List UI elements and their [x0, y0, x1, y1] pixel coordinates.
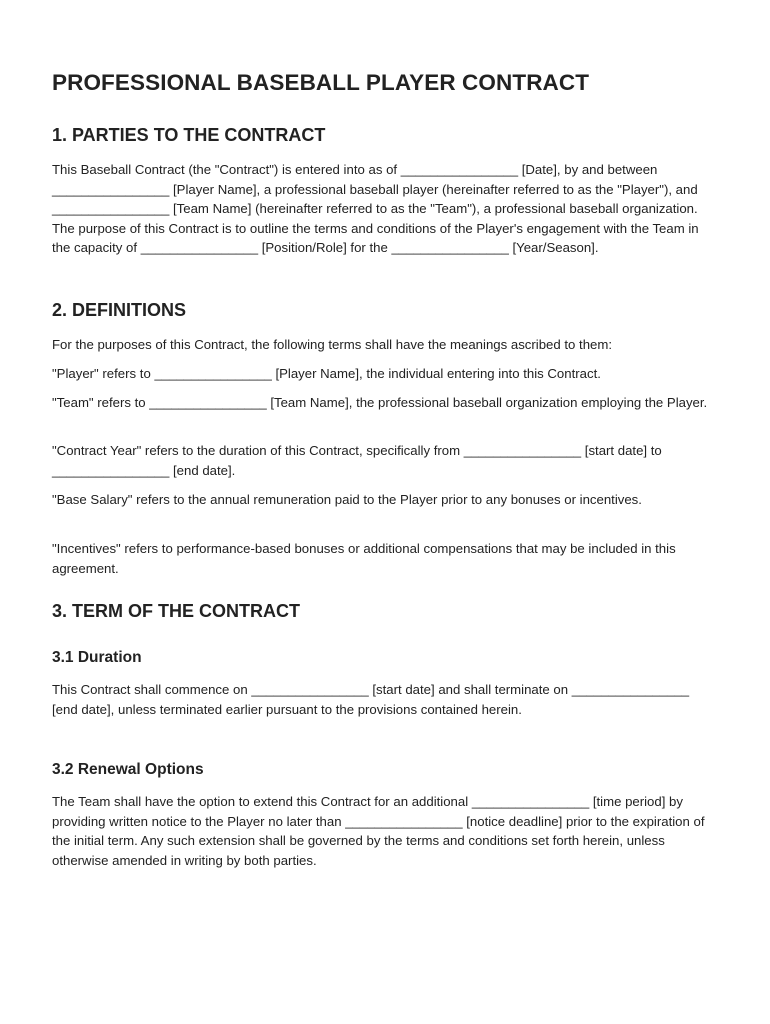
definitions-intro: For the purposes of this Contract, the following terms shall have the meanings ascribed to them: — [52, 337, 613, 352]
definition-contract-year: "Contract Year" refers to the duration of this Contract, specifically from ________________ [start date] to ________________ [end date]. — [52, 443, 662, 478]
section-1-body: This Baseball Contract (the "Contract") is entered into as of ________________ [Date], by and between ________________ [Player Name], a professional baseball player (hereinafter referred to as the "Player"), and ________________ [Team Name] (hereinafter referred to as the "Team"), a professional baseball organization. The purpose of this Contract is to outline the terms and conditions of the Player's engagement with the Team in the capacity of ________________ [Position/Role] for the ________________ [Year/Season]. — [52, 162, 699, 255]
definition-player: "Player" refers to ________________ [Player Name], the individual entering into this Contract. — [52, 366, 601, 381]
subsection-duration-body: This Contract shall commence on ________________ [start date] and shall terminate on ________________ [end date], unless terminated earlier pursuant to the provisions contained herein. — [52, 682, 690, 717]
section-2-heading: 2. DEFINITIONS — [52, 300, 187, 320]
definition-team: "Team" refers to ________________ [Team Name], the professional baseball organization employing the Player. — [52, 395, 708, 410]
subsection-renewal-heading: 3.2 Renewal Options — [52, 761, 204, 778]
section-1-heading: 1. PARTIES TO THE CONTRACT — [52, 125, 326, 145]
subsection-duration-heading: 3.1 Duration — [52, 649, 142, 666]
subsection-renewal-body: The Team shall have the option to extend this Contract for an additional ________________ [time period] by providing written notice to the Player no later than ________________ [notice deadline] prior to the expiration of the initial term. Any such extension shall be governed by the terms and conditions set forth herein, unless otherwise amended in writing by both parties. — [52, 794, 705, 868]
document-title: PROFESSIONAL BASEBALL PLAYER CONTRACT — [52, 70, 590, 95]
section-3-heading: 3. TERM OF THE CONTRACT — [52, 601, 300, 621]
definition-incentives: "Incentives" refers to performance-based bonuses or additional compensations that may be included in this agreement. — [52, 541, 676, 576]
definition-base-salary: "Base Salary" refers to the annual remuneration paid to the Player prior to any bonuses or incentives. — [52, 492, 642, 507]
